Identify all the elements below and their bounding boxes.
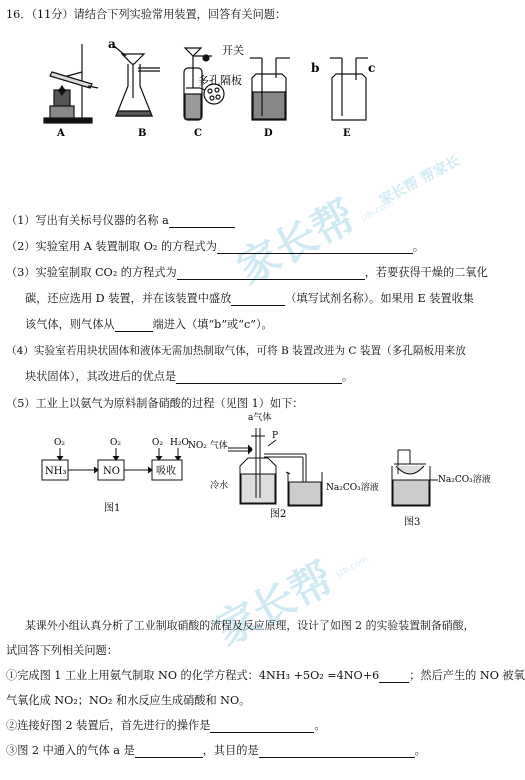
apparatus-b (114, 46, 160, 116)
q3-line1: （3）实验室制取 CO₂ 的方程式为 ，若要获得干燥的二氧化 (6, 266, 488, 279)
question-header: 16．（11分）请结合下列实验常用装置，回答有关问题： (6, 8, 287, 21)
fig2-gas-a: a气体 (248, 413, 272, 423)
fig1-box-absorb: 吸收 (156, 466, 176, 477)
paragraph-line1: 某课外小组认真分析了工业制取硝酸的流程及反应原理，设计了如图 2 的实验装置制备硝酸， (25, 619, 475, 632)
q1: （1）写出有关标号仪器的名称 a (6, 214, 235, 228)
q4-blank[interactable] (176, 371, 342, 384)
q1-blank[interactable] (169, 215, 235, 228)
q3-blank-reagent[interactable] (231, 293, 285, 306)
subq1-line1: ①完成图 1 工业上用氨气制取 NO 的化学方程式：4NH₃ +5O₂ =4NO+6 ；然后产生的 NO 被氧 (6, 669, 525, 682)
fig1-input-o2-3: O₂ (152, 438, 163, 448)
q5: （5）工业上以氨气为原料制备硝酸的过程（见图 1）如下： (6, 397, 304, 410)
fig3-caption: 图3 (404, 517, 421, 528)
q3-line2: 碳，还应选用 D 装置，并在该装置中盛放 （填写试剂名称）。如果用 E 装置收集 (25, 292, 474, 305)
fig1-input-o2-1: O₂ (54, 438, 65, 448)
apparatus-e (330, 58, 368, 120)
subq2-blank[interactable] (210, 720, 314, 733)
q4-line1: （4）实验室若用块状固体和液体无需加热制取气体，可将 B 装置改进为 C 装置（多孔隔板用来放 (6, 345, 466, 357)
apparatus-a (44, 44, 98, 123)
fig1-box-no: NO (103, 466, 120, 477)
apparatus-label-c: C (194, 128, 202, 139)
subq2: ②连接好图 2 装置后，首先进行的操作是 。 (6, 719, 326, 732)
fig2-no2-gas: NO₂ 气体 (188, 441, 228, 451)
fig2-p: P (272, 431, 279, 441)
callout-a: a (108, 37, 116, 51)
watermark-logo-bottom: 家长帮 (207, 552, 342, 656)
fig2-cold-water: 冷水 (210, 481, 229, 491)
callout-plate: 多孔隔板 (198, 74, 242, 87)
watermark-slogan-top: 家长帮 帮家长 (376, 152, 463, 209)
fig2-caption: 图2 (270, 509, 287, 520)
q2: （2）实验室用 A 装置制取 O₂ 的方程式为 。 (6, 240, 425, 253)
fig1-input-o2-2: O₂ (110, 438, 121, 448)
watermark-site-bottom: jzb.com (334, 554, 371, 580)
apparatus-label-e: E (343, 128, 351, 139)
watermark-site-top: jzb.com (359, 198, 396, 224)
q3-line3: 该气体，则气体从 端进入（填“b”或“c”）。 (25, 318, 273, 331)
fig2-solution: Na₂CO₃溶液 (326, 483, 379, 493)
q4-line2: 块状固体），其改进后的优点是 。 (25, 370, 354, 383)
q3-blank-port[interactable] (115, 319, 153, 332)
q2-blank[interactable] (217, 241, 413, 254)
callout-b: b (311, 61, 320, 75)
process-figure (0, 408, 513, 538)
fig1-input-h2o: H₂O (170, 438, 189, 448)
subq3-blank-gas[interactable] (135, 745, 203, 758)
paragraph-line2: 试回答下列相关问题： (6, 644, 118, 657)
fig1-box-nh3: NH₃ (45, 466, 67, 477)
fig1-caption: 图1 (104, 503, 121, 514)
subq3: ③图 2 中通入的气体 a 是 ，其目的是 。 (6, 744, 426, 757)
callout-c: c (368, 61, 376, 75)
apparatus-label-d: D (264, 128, 273, 139)
callout-switch: 开关 (222, 44, 244, 57)
apparatus-figure (0, 28, 513, 143)
subq1-line2: 气氧化成 NO₂；NO₂ 和水反应生成硝酸和 NO。 (6, 694, 251, 707)
fig3-solution: Na₂CO₃溶液 (438, 475, 491, 485)
apparatus-d (250, 58, 290, 120)
subq1-blank[interactable] (379, 670, 409, 683)
q3-blank-equation[interactable] (177, 267, 365, 280)
figure3 (392, 450, 438, 506)
subq3-blank-purpose[interactable] (259, 745, 415, 758)
watermark-logo-top: 家长帮 (229, 190, 364, 294)
apparatus-label-a: A (57, 128, 65, 139)
apparatus-label-b: B (138, 128, 147, 139)
